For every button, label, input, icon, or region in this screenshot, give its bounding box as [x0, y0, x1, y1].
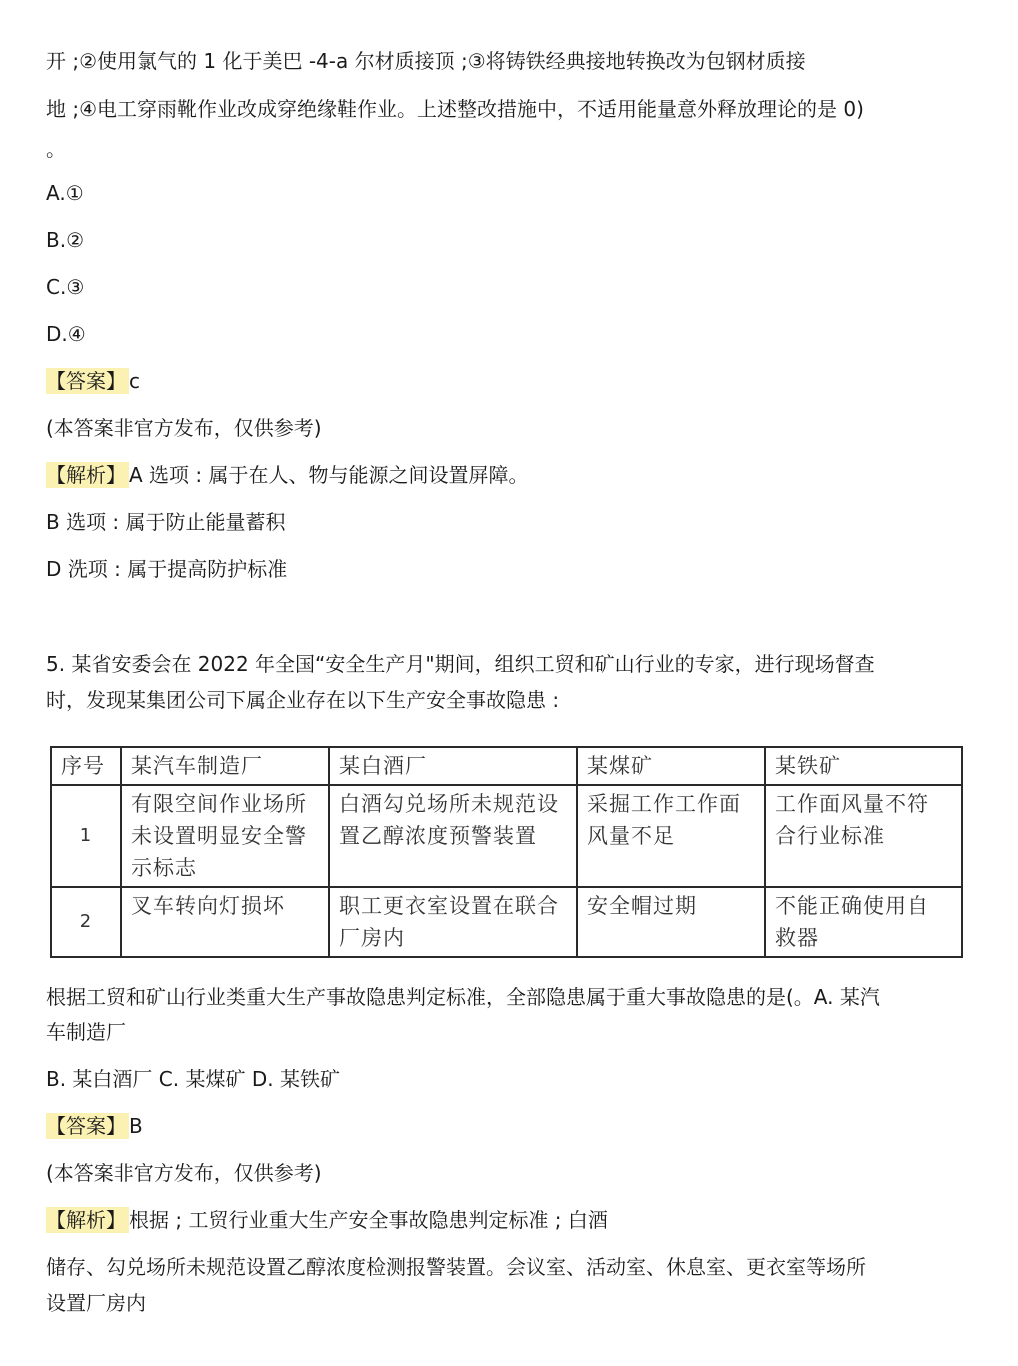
table-cell: [765, 785, 962, 887]
q4-text-line-3: 。: [46, 137, 66, 161]
q4-text-line-1: 开 ;②使用氯气的 1 化于美巴 -4-a 尔材质接顶 ;③将铸铁经典接地转换改为包钢材质接: [46, 49, 806, 73]
cell-line: 救器: [775, 926, 819, 950]
cell-line: 未设置明显安全警: [131, 824, 307, 848]
q5-analysis-tag: 【解析】: [46, 1207, 129, 1233]
q4-option-d: D.④: [46, 322, 86, 346]
table-cell: [765, 887, 962, 957]
table-cell: [577, 785, 765, 887]
cell-line: 风量不足: [587, 824, 675, 848]
q4-answer-value: c: [129, 369, 140, 393]
q4-analysis-tag: 【解析】: [46, 462, 129, 488]
table-cell: [121, 887, 329, 957]
q4-analysis-text: A 选项 : 属于在人、物与能源之间设置屏障。: [129, 463, 529, 487]
cell-line: 叉车转向灯损坏: [131, 894, 285, 918]
cell-line: 合行业标准: [775, 824, 885, 848]
row-number: 2: [51, 887, 121, 957]
table-row: [51, 785, 962, 887]
cell-line: 安全帽过期: [587, 894, 697, 918]
q5-analysis-line-2: 储存、勾兑场所未规范设置乙醇浓度检测报警装置。会议室、活动室、休息室、更衣室等场所: [46, 1255, 866, 1279]
table-header-row: [51, 747, 962, 785]
q5-options: B. 某白酒厂 C. 某煤矿 D. 某铁矿: [46, 1067, 340, 1091]
q4-option-a: A.①: [46, 181, 84, 205]
q4-option-b: B.②: [46, 228, 85, 252]
header-cell-number: 序号: [51, 747, 121, 785]
q4-answer-tag: 【答案】: [46, 368, 129, 394]
q4-answer: [46, 367, 972, 395]
cell-line: 工作面风量不符: [775, 792, 929, 816]
cell-line: 采掘工作工作面: [587, 792, 741, 816]
table-cell: [329, 785, 577, 887]
cell-line: 不能正确使用自: [775, 894, 929, 918]
q4-text-line-2: 地 ;④电工穿雨靴作业改成穿绝缘鞋作业。上述整改措施中，不适用能量意外释放理论的是 0): [46, 97, 864, 121]
table-cell: [329, 887, 577, 957]
q5-answer-tag: 【答案】: [46, 1113, 129, 1139]
q5-text-line-2: 时，发现某集团公司下属企业存在以下生产安全事故隐患 :: [46, 688, 560, 712]
cell-line: 白酒勾兑场所未规范设: [339, 792, 559, 816]
header-cell-liquor-factory: 某白酒厂: [329, 747, 577, 785]
cell-line: 示标志: [131, 856, 197, 880]
table-cell: [121, 785, 329, 887]
table-cell: [577, 887, 765, 957]
hazards-table: [50, 746, 963, 958]
cell-line: 有限空间作业场所: [131, 792, 307, 816]
q5-text-line-1: 5. 某省安委会在 2022 年全国“安全生产月"期间，组织工贸和矿山行业的专家，进行现场督查: [46, 652, 875, 676]
cell-line: 置乙醇浓度预警装置: [339, 824, 537, 848]
row-number: 1: [51, 785, 121, 887]
cell-line: 职工更衣室设置在联合: [339, 894, 559, 918]
cell-line: 厂房内: [339, 926, 405, 950]
q5-answer: [46, 1112, 972, 1140]
q5-answer-value: B: [129, 1114, 143, 1138]
q4-answer-note: (本答案非官方发布，仅供参考): [46, 416, 322, 440]
q5-answer-note: (本答案非官方发布，仅供参考): [46, 1161, 322, 1185]
q5-question-line-2: 车制造厂: [46, 1020, 126, 1044]
q4-analysis-b: B 选项 : 属于防止能量蓄积: [46, 510, 286, 534]
header-cell-iron-mine: 某铁矿: [765, 747, 962, 785]
q5-analysis: [46, 1206, 972, 1234]
header-cell-coal-mine: 某煤矿: [577, 747, 765, 785]
header-cell-car-factory: 某汽车制造厂: [121, 747, 329, 785]
table-row: [51, 887, 962, 957]
q5-analysis-line-3: 设置厂房内: [46, 1291, 146, 1315]
q4-analysis-d: D 洗项 : 属于提高防护标准: [46, 557, 288, 581]
q4-option-c: C.③: [46, 275, 85, 299]
q5-analysis-text: 根据 ; 工贸行业重大生产安全事故隐患判定标准 ; 白酒: [129, 1208, 608, 1232]
q4-analysis: [46, 461, 972, 489]
q5-question-line-1: 根据工贸和矿山行业类重大生产事故隐患判定标准，全部隐患属于重大事故隐患的是(。A. 某汽: [46, 985, 880, 1009]
